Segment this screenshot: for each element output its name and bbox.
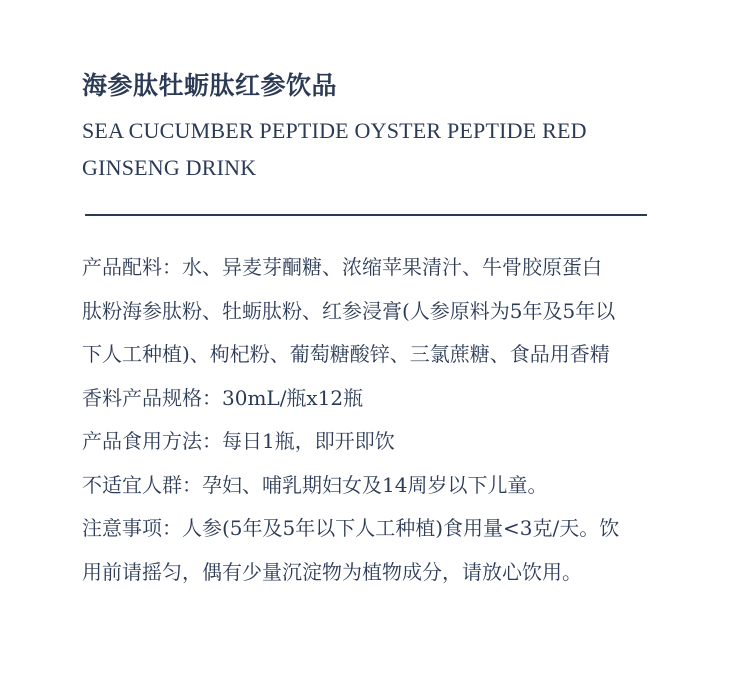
product-title-en [82,112,682,186]
product-header [82,68,682,186]
unsuitable-population-line: 不适宜人群：孕妇、哺乳期妇女及14周岁以下儿童。 [82,472,548,497]
precautions-line-1: 注意事项：人参(5年及5年以下人工种植)食用量<3克/天。饮 [82,516,620,540]
specification-line: 香料产品规格：30mL/瓶x12瓶 [82,385,364,410]
precautions-line-2: 用前请摇匀，偶有少量沉淀物为植物成分，请放心饮用。 [82,559,582,584]
ingredients-line-2: 肽粉海参肽粉、牡蛎肽粉、红参浸膏(人参原料为5年及5年以 [82,298,616,323]
product-title-zh: 海参肽牡蛎肽红参饮品 [82,71,338,100]
ingredients-line-3: 下人工种植)、枸杞粉、葡萄糖酸锌、三氯蔗糖、食品用香精 [82,342,610,366]
product-info [82,246,672,594]
product-title-en-line-2: GINSENG DRINK [82,155,257,180]
product-title-en-line-1: SEA CUCUMBER PEPTIDE OYSTER PEPTIDE RED [82,118,587,143]
title-divider [85,214,647,216]
usage-line: 产品食用方法：每日1瓶，即开即饮 [82,429,395,453]
ingredients-line-1: 产品配料：水、异麦芽酮糖、浓缩苹果清汁、牛骨胶原蛋白 [82,255,602,279]
